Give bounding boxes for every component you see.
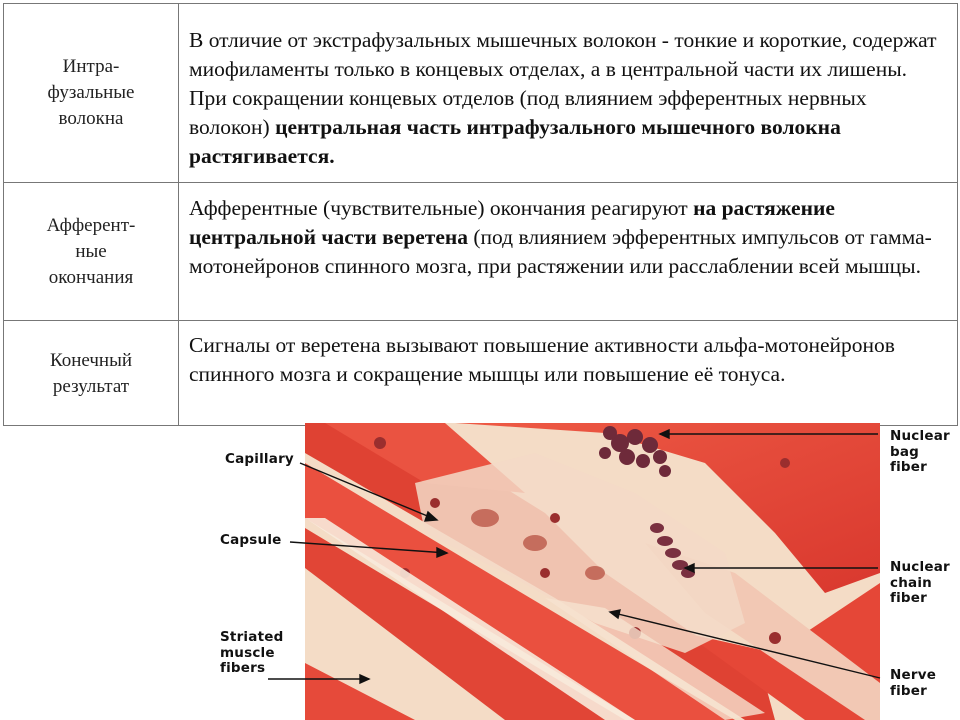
striated-muscle-label: Striated muscle fibers bbox=[220, 629, 284, 676]
row-description: Афферентные (чувствительные) окончания реагируют на растяжение центральной части веретена (под влиянием эфферентных импульсов от гамма-мотонейронов спинного мозга, при растяжении или расслаблении всей мышцы. bbox=[189, 196, 932, 278]
capsule-label: Capsule bbox=[220, 532, 282, 548]
nuclear-chain-label: Nuclear chain fiber bbox=[890, 559, 950, 606]
nerve-fiber-label: Nerve fiber bbox=[890, 667, 937, 699]
content-table bbox=[3, 3, 958, 426]
capillary-label: Capillary bbox=[225, 451, 294, 467]
row-description: Сигналы от веретена вызывают повышение активности альфа-мотонейронов спинного мозга и сокращение мышцы или повышение её тонуса. bbox=[189, 333, 895, 386]
row-label: Афферент- ные окончания bbox=[4, 183, 179, 320]
table-row bbox=[4, 183, 957, 321]
row-label: Конечный результат bbox=[4, 321, 179, 426]
table-row bbox=[4, 4, 957, 183]
nuclear-bag-label: Nuclear bag fiber bbox=[890, 428, 950, 475]
row-description: В отличие от экстрафузальных мышечных волокон - тонкие и короткие, содержат миофиламенты только в концевых отделах, а в центральной части их лишены. При сокращении концевых отделов (под влиянием эфферентных нервных волокон) центральная часть интрафузального мышечного волокна растягивается. bbox=[189, 28, 937, 168]
row-label: Интра- фузальные волокна bbox=[4, 4, 179, 182]
muscle-spindle-micrograph bbox=[305, 423, 880, 720]
table-row bbox=[4, 321, 957, 426]
